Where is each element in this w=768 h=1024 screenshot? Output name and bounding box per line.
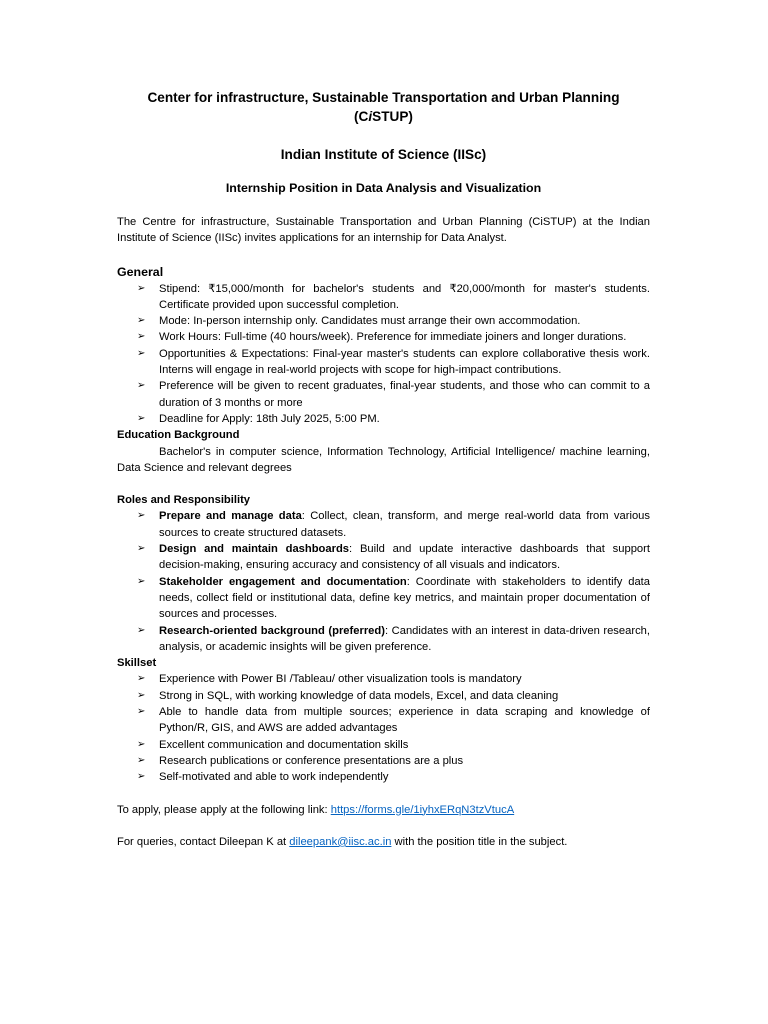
list-item: ➢ Mode: In-person internship only. Candidates must arrange their own accommodation.: [159, 313, 650, 329]
roles-heading: Roles and Responsibility: [117, 494, 251, 507]
education-text: Bachelor's in computer science, Information Technology, Artificial Intelligence/ machine learning, Data Science and relevant degrees: [117, 445, 650, 474]
skillset-heading: Skillset: [117, 657, 157, 670]
list-item: ➢ Research publications or conference presentations are a plus: [159, 753, 650, 769]
arrow-bullet-icon: ➢: [137, 624, 146, 636]
general-heading: General: [117, 264, 164, 279]
arrow-bullet-icon: ➢: [137, 543, 146, 555]
arrow-bullet-icon: ➢: [137, 689, 146, 701]
institute-name: Indian Institute of Science (IISc): [280, 147, 487, 162]
general-list: [117, 281, 650, 428]
arrow-bullet-icon: ➢: [137, 412, 146, 424]
intro-paragraph: The Centre for infrastructure, Sustainable Transportation and Urban Planning (CiSTUP) at the Indian Institute of Science (IISc) invites applications for an internship for Data Analyst.: [117, 216, 650, 245]
title-line-2: (CiSTUP): [354, 109, 413, 124]
list-item: ➢ Stakeholder engagement and documentation: Coordinate with stakeholders to identify data needs, collect field or institutional data, define key metrics, and maintain proper documentation of sources and processes.: [137, 575, 650, 621]
title-line-1: Center for infrastructure, Sustainable Transportation and Urban Planning: [147, 90, 620, 105]
education-heading: Education Background: [117, 429, 240, 442]
arrow-bullet-icon: ➢: [137, 347, 146, 359]
arrow-bullet-icon: ➢: [137, 738, 146, 750]
list-item: ➢ Experience with Power BI /Tableau/ other visualization tools is mandatory: [159, 671, 650, 687]
list-item: ➢ Stipend: ₹15,000/month for bachelor's students and ₹20,000/month for master's students. Certificate provided upon successful completion.: [137, 282, 650, 311]
contact-email-link[interactable]: dileepank@iisc.ac.in: [289, 835, 392, 848]
position-title: Internship Position in Data Analysis and Visualization: [225, 181, 542, 195]
arrow-bullet-icon: ➢: [137, 771, 146, 783]
arrow-bullet-icon: ➢: [137, 754, 146, 766]
list-item: ➢ Excellent communication and documentation skills: [159, 737, 650, 753]
skillset-list: [117, 671, 650, 785]
apply-paragraph: To apply, please apply at the following link: https://forms.gle/1iyhxERqN3tzVtucA: [117, 803, 515, 816]
arrow-bullet-icon: ➢: [137, 575, 146, 587]
roles-list: [117, 508, 650, 655]
arrow-bullet-icon: ➢: [137, 673, 146, 685]
list-item: ➢ Preference will be given to recent graduates, final-year students, and those who can commit to a duration of 3 months or more: [137, 380, 650, 409]
list-item: ➢ Design and maintain dashboards: Build and update interactive dashboards that support decision-making, ensuring accuracy and consistency of all visuals and indicators.: [137, 543, 650, 572]
arrow-bullet-icon: ➢: [137, 282, 146, 294]
arrow-bullet-icon: ➢: [137, 315, 146, 327]
list-item: ➢ Opportunities & Expectations: Final-year master's students can explore collaborative thesis work. Interns will engage in real-world projects with scope for high-impact contributions.: [137, 347, 650, 377]
list-item: ➢ Prepare and manage data: Collect, clean, transform, and merge real-world data from various sources to create structured datasets.: [137, 510, 650, 539]
list-item: ➢ Self-motivated and able to work independently: [159, 769, 650, 785]
application-form-link[interactable]: https://forms.gle/1iyhxERqN3tzVtucA: [330, 803, 515, 816]
list-item: ➢ Deadline for Apply: 18th July 2025, 5:00 PM.: [159, 411, 650, 427]
arrow-bullet-icon: ➢: [137, 510, 146, 522]
arrow-bullet-icon: ➢: [137, 380, 146, 392]
queries-paragraph: For queries, contact Dileepan K at dileepank@iisc.ac.in with the position title in the subject.: [117, 835, 568, 848]
list-item: ➢ Research-oriented background (preferred): Candidates with an interest in data-driven research, analysis, or academic insights will be given preference.: [137, 624, 650, 653]
list-item: ➢ Able to handle data from multiple sources; experience in data scraping and knowledge of Python/R, GIS, and AWS are added advantages: [137, 706, 650, 735]
document-title: [117, 88, 650, 126]
list-item: ➢ Work Hours: Full-time (40 hours/week). Preference for immediate joiners and longer durations.: [159, 329, 650, 345]
list-item: ➢ Strong in SQL, with working knowledge of data models, Excel, and data cleaning: [159, 688, 650, 704]
arrow-bullet-icon: ➢: [137, 331, 146, 343]
arrow-bullet-icon: ➢: [137, 706, 146, 718]
